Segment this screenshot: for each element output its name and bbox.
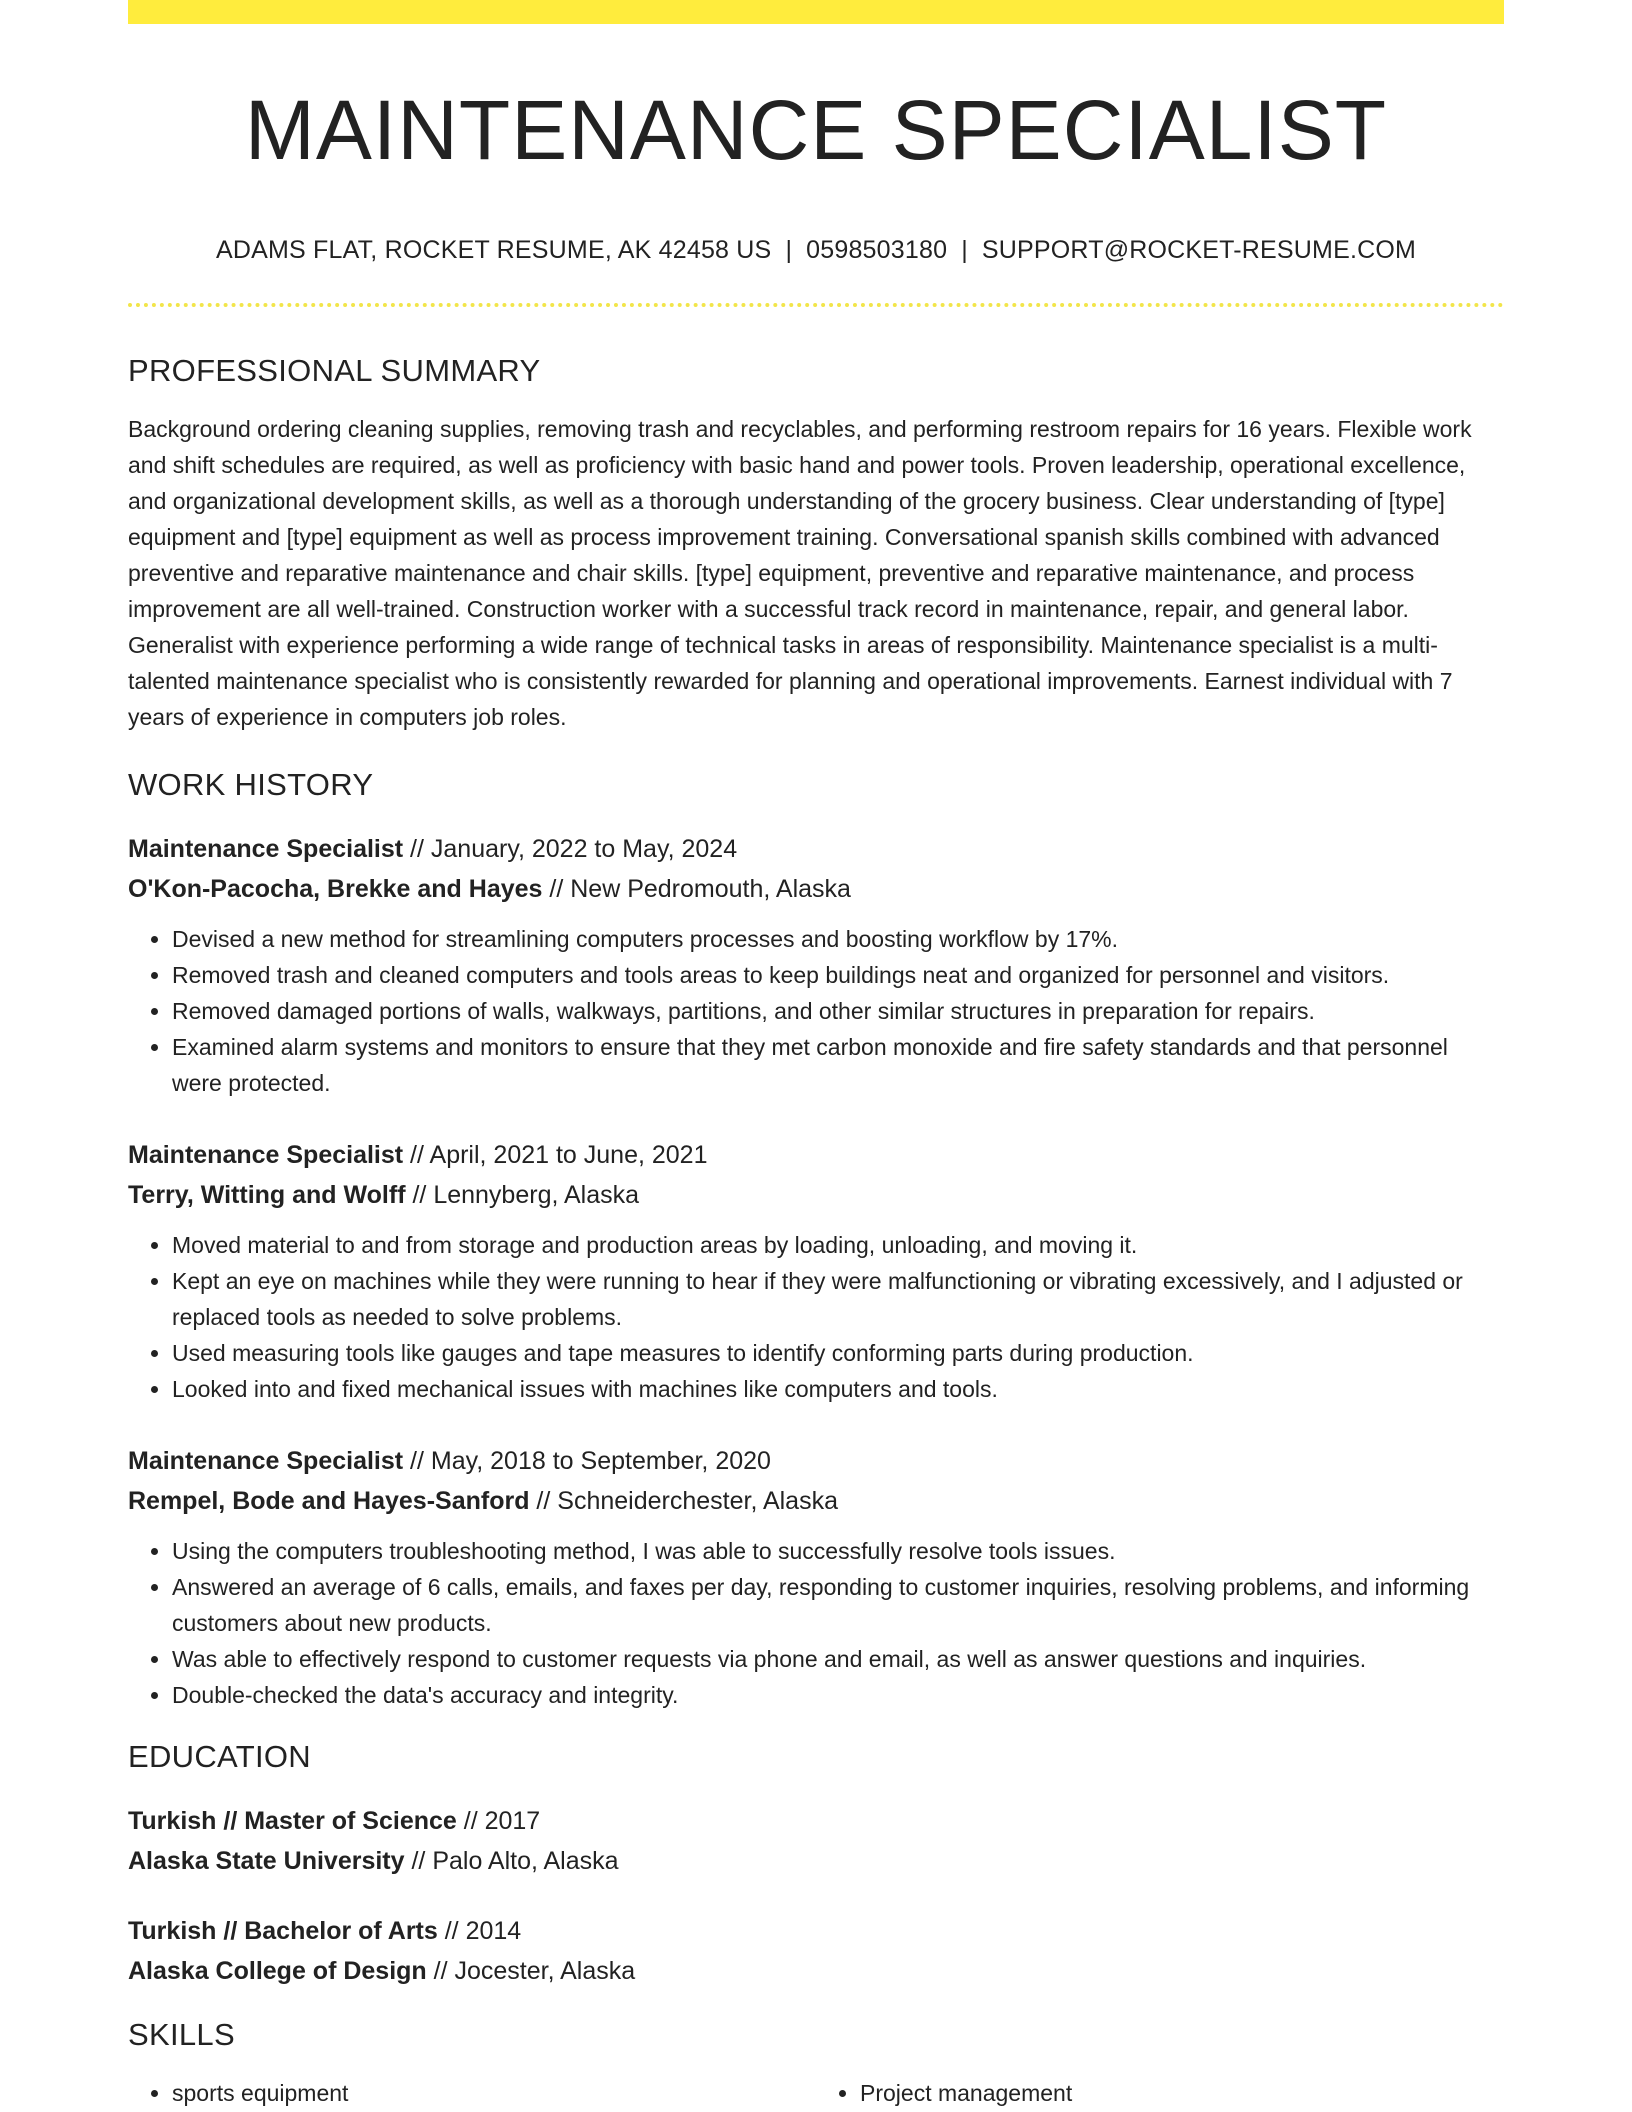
skill-item: • sports equipment bbox=[172, 2075, 816, 2111]
contact-line bbox=[128, 236, 1504, 265]
education-degree-line bbox=[128, 1911, 1504, 1951]
skills-columns bbox=[128, 2075, 1504, 2111]
education-entry bbox=[128, 1911, 1504, 1991]
job-dates: // April, 2021 to June, 2021 bbox=[403, 1141, 708, 1170]
education-entry bbox=[128, 1801, 1504, 1881]
education-degree: Turkish // Master of Science bbox=[128, 1807, 457, 1836]
job-bullet: • Was able to effectively respond to customer requests via phone and email, as well as answer questions and inquiries. bbox=[172, 1641, 1504, 1677]
education-school: Alaska State University bbox=[128, 1847, 405, 1876]
job-bullet: • Used measuring tools like gauges and tape measures to identify conforming parts during production. bbox=[172, 1335, 1504, 1371]
education-year: // 2014 bbox=[437, 1917, 522, 1946]
job-bullet: • Answered an average of 6 calls, emails, and faxes per day, responding to customer inquiries, resolving problems, and informing customers about new products. bbox=[172, 1569, 1504, 1641]
education-location: // Palo Alto, Alaska bbox=[404, 1847, 619, 1876]
section-title-skills: SKILLS bbox=[128, 2017, 235, 2053]
section-title-education: EDUCATION bbox=[128, 1739, 311, 1775]
job-bullets bbox=[128, 921, 1504, 1101]
education-school-line bbox=[128, 1841, 1504, 1881]
job-bullet: • Double-checked the data's accuracy and integrity. bbox=[172, 1677, 1504, 1713]
education-location: // Jocester, Alaska bbox=[426, 1957, 636, 1986]
contact-email: SUPPORT@ROCKET-RESUME.COM bbox=[981, 236, 1417, 265]
job-location: // New Pedromouth, Alaska bbox=[542, 875, 851, 904]
job-role: Maintenance Specialist bbox=[128, 1447, 404, 1476]
job-dates: // January, 2022 to May, 2024 bbox=[403, 835, 738, 864]
resume-name-title: MAINTENANCE SPECIALIST bbox=[244, 83, 1388, 177]
contact-separator: | bbox=[785, 236, 793, 265]
job-role: Maintenance Specialist bbox=[128, 835, 404, 864]
education-school-line bbox=[128, 1951, 1504, 1991]
job-location: // Lennyberg, Alaska bbox=[405, 1181, 640, 1210]
job-company: Terry, Witting and Wolff bbox=[128, 1181, 406, 1210]
job-company-line bbox=[128, 1175, 1504, 1215]
job-title-line bbox=[128, 1441, 1504, 1481]
job-bullet: • Kept an eye on machines while they were running to hear if they were malfunctioning or vibrating excessively, and I adjusted or replaced tools as needed to solve problems. bbox=[172, 1263, 1504, 1335]
job-bullet: • Looked into and fixed mechanical issues with machines like computers and tools. bbox=[172, 1371, 1504, 1407]
job-entry bbox=[128, 1441, 1504, 1713]
section-title-summary: PROFESSIONAL SUMMARY bbox=[128, 353, 541, 389]
job-location: // Schneiderchester, Alaska bbox=[529, 1487, 838, 1516]
job-bullet: • Using the computers troubleshooting method, I was able to successfully resolve tools issues. bbox=[172, 1533, 1504, 1569]
contact-separator: | bbox=[961, 236, 968, 265]
skills-list-right bbox=[816, 2075, 1504, 2111]
job-entry bbox=[128, 1135, 1504, 1407]
job-bullet: • Moved material to and from storage and production areas by loading, unloading, and moving it. bbox=[172, 1227, 1504, 1263]
skill-item: • Project management bbox=[860, 2075, 1504, 2111]
job-title-line bbox=[128, 1135, 1504, 1175]
job-bullet: • Examined alarm systems and monitors to ensure that they met carbon monoxide and fire safety standards and that personnel were protected. bbox=[172, 1029, 1504, 1101]
job-company-line bbox=[128, 869, 1504, 909]
summary-text: Background ordering cleaning supplies, removing trash and recyclables, and performing restroom repairs for 16 years. Flexible work and shift schedules are required, as well as proficiency with basic hand and power tools. Proven leadership, operational excellence, and organizational development skills, as well as a thorough understanding of the grocery business. Clear understanding of [type] equipment and [type] equipment as well as process improvement training. Conversational spanish skills combined with advanced preventive and reparative maintenance and chair skills. [type] equipment, preventive and reparative maintenance, and process improvement are all well-trained. Construction worker with a successful track record in maintenance, repair, and general labor. Generalist with experience performing a wide range of technical tasks in areas of responsibility. Maintenance specialist is a multi-talented maintenance specialist who is consistently rewarded for planning and operational improvements. Earnest individual with 7 years of experience in computers job roles. bbox=[128, 416, 1472, 731]
job-bullets bbox=[128, 1533, 1504, 1713]
job-company: O'Kon-Pacocha, Brekke and Hayes bbox=[128, 875, 543, 904]
contact-address: ADAMS FLAT, ROCKET RESUME, AK 42458 US bbox=[215, 236, 772, 265]
contact-phone: 0598503180 bbox=[806, 236, 948, 265]
dotted-divider bbox=[128, 303, 1504, 307]
education-degree: Turkish // Bachelor of Arts bbox=[128, 1917, 438, 1946]
accent-top-bar bbox=[128, 0, 1504, 24]
job-bullet: • Removed trash and cleaned computers and tools areas to keep buildings neat and organized for personnel and visitors. bbox=[172, 957, 1504, 993]
job-bullet: • Removed damaged portions of walls, walkways, partitions, and other similar structures in preparation for repairs. bbox=[172, 993, 1504, 1029]
job-role: Maintenance Specialist bbox=[128, 1141, 404, 1170]
job-company-line bbox=[128, 1481, 1504, 1521]
skills-list-left bbox=[128, 2075, 816, 2111]
job-dates: // May, 2018 to September, 2020 bbox=[403, 1447, 771, 1476]
job-bullets bbox=[128, 1227, 1504, 1407]
section-title-work-history: WORK HISTORY bbox=[128, 767, 374, 803]
job-company: Rempel, Bode and Hayes-Sanford bbox=[128, 1487, 530, 1516]
job-bullet: • Devised a new method for streamlining computers processes and boosting workflow by 17%. bbox=[172, 921, 1504, 957]
education-school: Alaska College of Design bbox=[128, 1957, 427, 1986]
job-title-line bbox=[128, 829, 1504, 869]
education-year: // 2017 bbox=[456, 1807, 541, 1836]
job-entry bbox=[128, 829, 1504, 1101]
resume-page bbox=[128, 0, 1504, 2111]
education-degree-line bbox=[128, 1801, 1504, 1841]
